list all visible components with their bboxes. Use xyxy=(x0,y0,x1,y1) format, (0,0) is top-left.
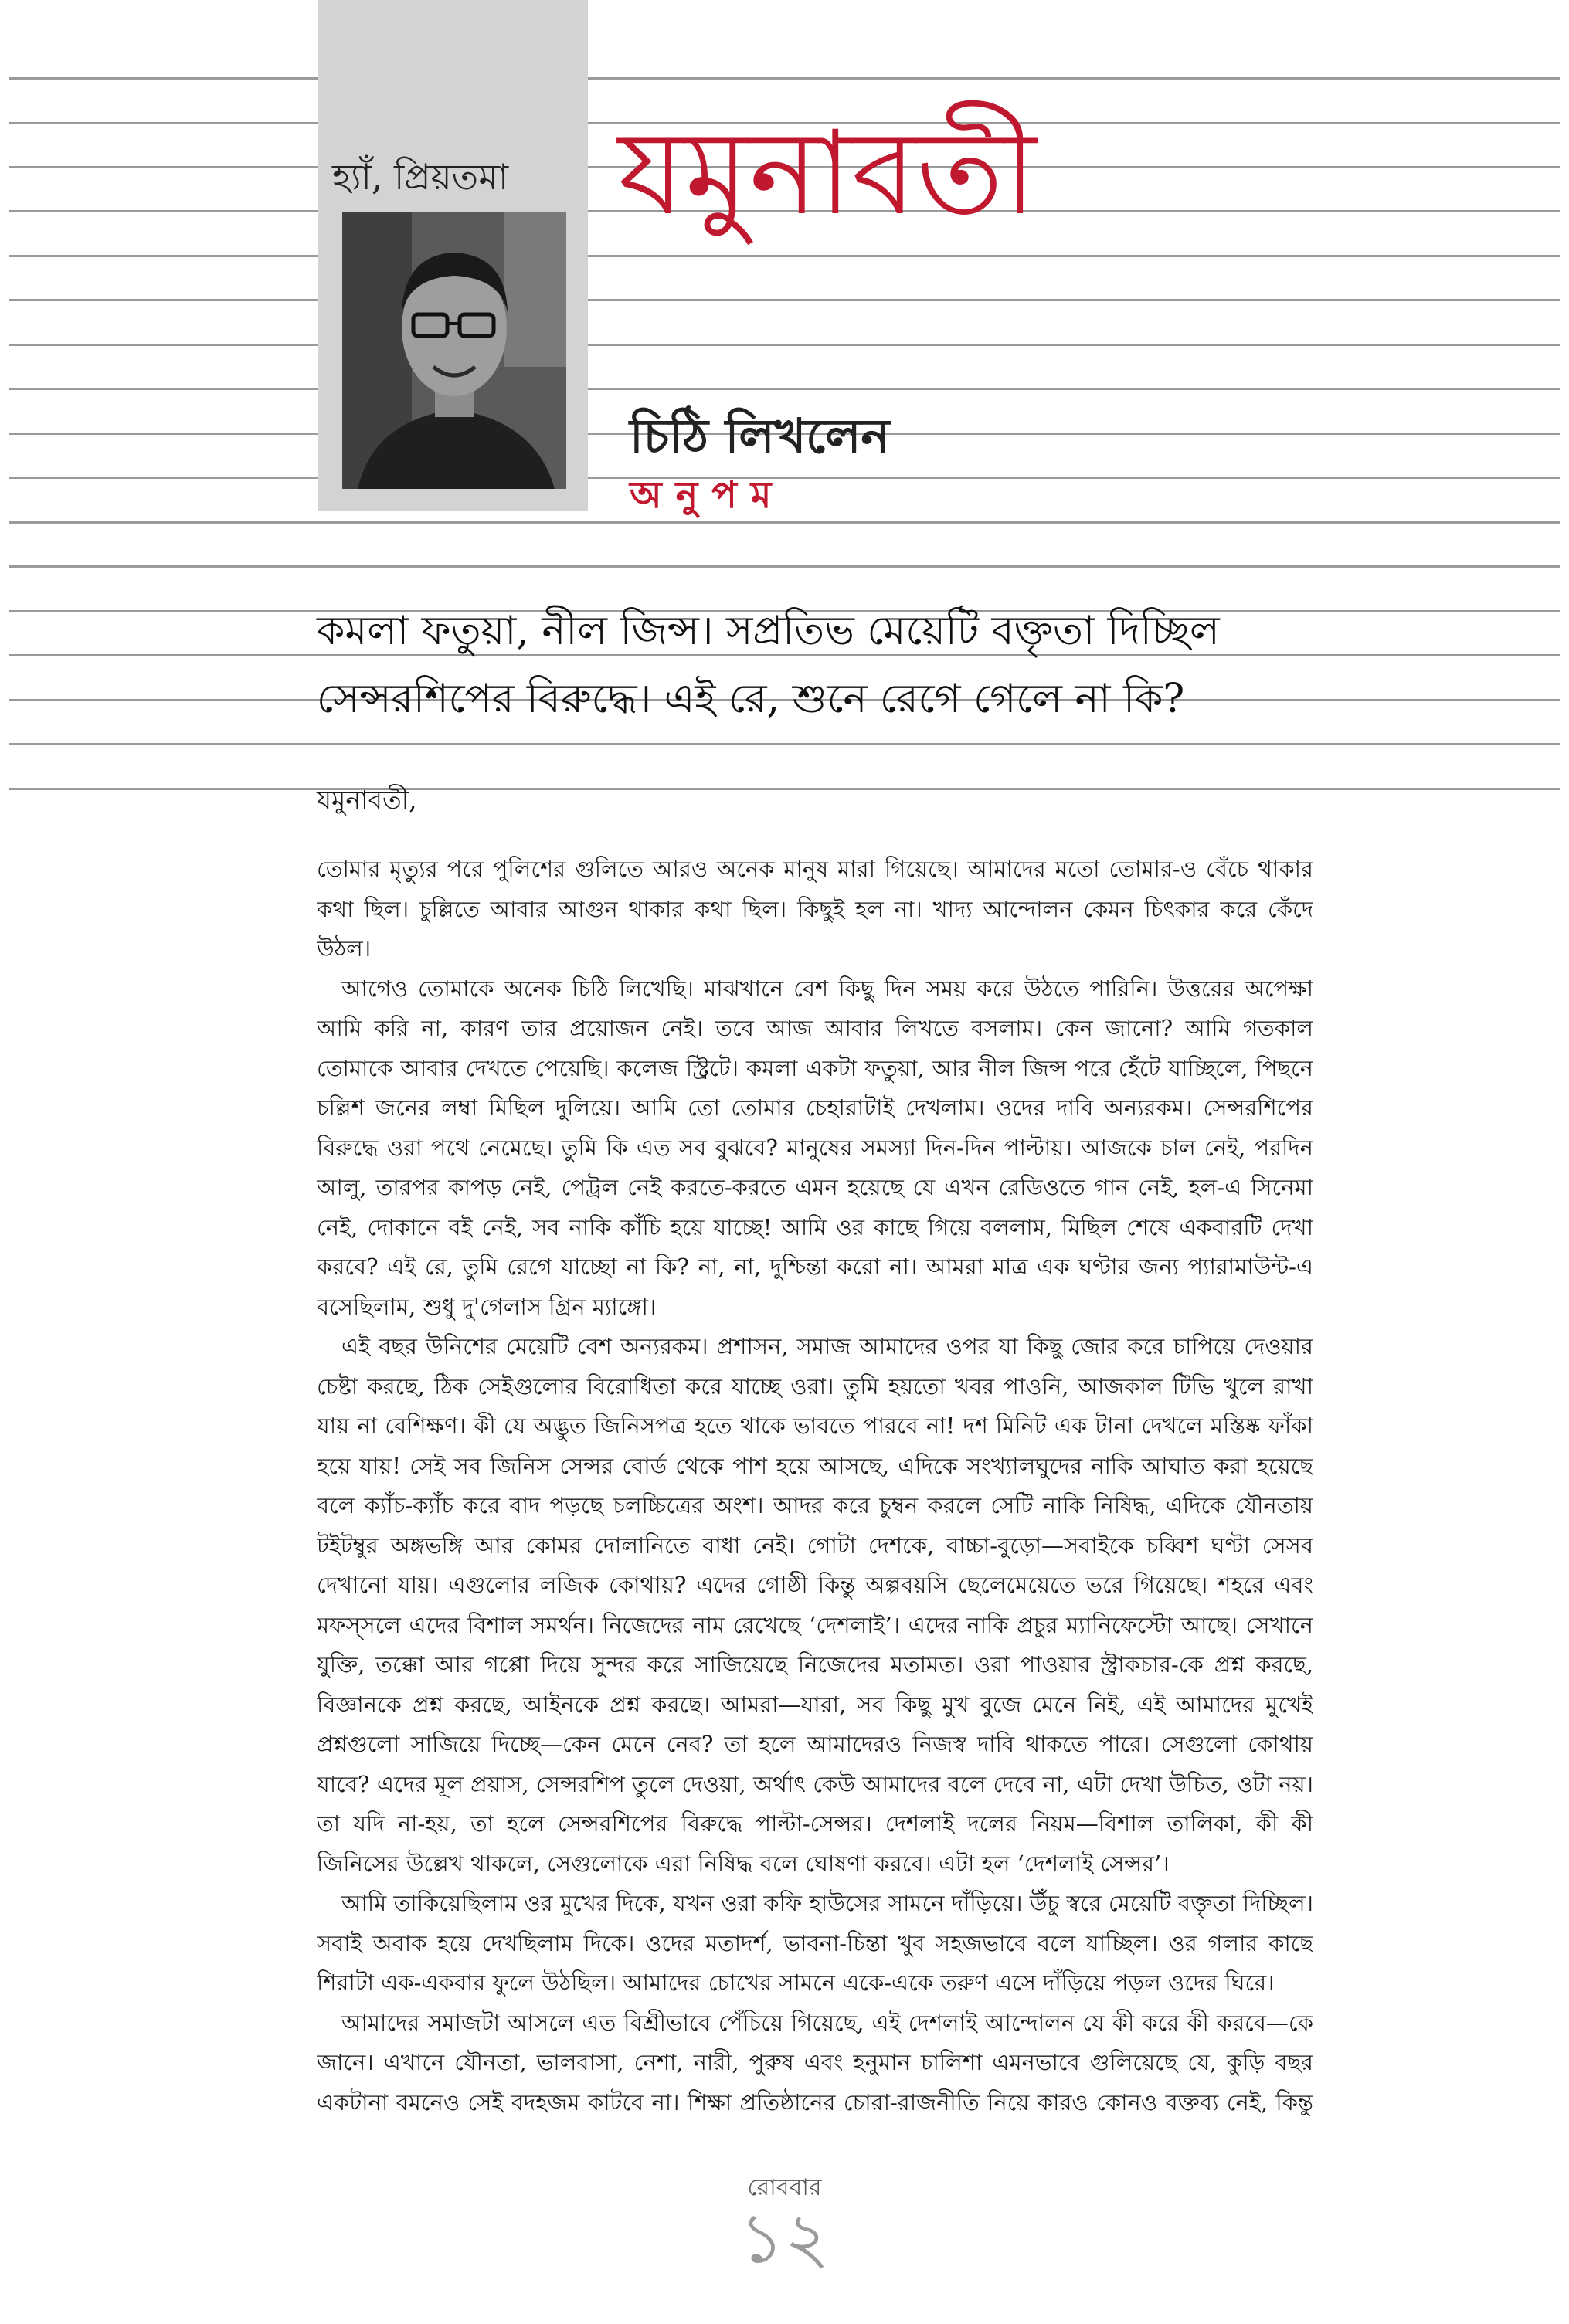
column-name: হ্যাঁ, প্রিয়তমা xyxy=(332,156,509,198)
letter-body xyxy=(317,850,1313,2116)
magazine-name: রোববার xyxy=(747,2174,822,2201)
byline-label: চিঠি লিখলেন xyxy=(630,408,890,464)
deck-line: সেন্সরশিপের বিরুদ্ধে। এই রে, শুনে রেগে গেলে না কি? xyxy=(317,676,1185,722)
body-paragraph: আগেও তোমাকে অনেক চিঠি লিখেছি। মাঝখানে বেশ কিছু দিন সময় করে উঠতে পারিনি। উত্তরের অপেক্ষা আমি করি না, কারণ তার প্রয়োজন নেই। তবে আজ আবার লিখতে বসলাম। কেন জানো? আমি গতকাল তোমাকে আবার দেখতে পেয়েছি। কলেজ স্ট্রিটে। কমলা একটা ফতুয়া, আর নীল জিন্স পরে হেঁটে যাচ্ছিলে, পিছনে চল্লিশ জনের লম্বা মিছিল দুলিয়ে। আমি তো তোমার চেহারাটাই দেখলাম। ওদের দাবি অন্যরকম। সেন্সরশিপের বিরুদ্ধে ওরা পথে নেমেছে। তুমি কি এত সব বুঝবে? মানুষের সমস্যা দিন-দিন পাল্টায়। আজকে চাল নেই, পরদিন আলু, তারপর কাপড় নেই, পেট্রল নেই করতে-করতে এমন হয়েছে যে এখন রেডিওতে গান নেই, হল-এ সিনেমা নেই, দোকানে বই নেই, সব নাকি কাঁচি হয়ে যাচ্ছে! আমি ওর কাছে গিয়ে বললাম, মিছিল শেষে একবারটি দেখা করবে? এই রে, তুমি রেগে যাচ্ছো না কি? না, না, দুশ্চিন্তা করো না। আমরা মাত্র এক ঘণ্টার জন্য প্যারামাউন্ট-এ বসেছিলাম, শুধু দু'গেলাস গ্রিন ম্যাঙ্গো। xyxy=(317,975,1313,1320)
body-paragraph: এই বছর উনিশের মেয়েটি বেশ অন্যরকম। প্রশাসন, সমাজ আমাদের ওপর যা কিছু জোর করে চাপিয়ে দেওয়ার চেষ্টা করছে, ঠিক সেইগুলোর বিরোধিতা করে যাচ্ছে ওরা। তুমি হয়তো খবর পাওনি, আজকাল টিভি খুলে রাখা যায় না বেশিক্ষণ। কী যে অদ্ভুত জিনিসপত্র হতে থাকে ভাবতে পারবে না! দশ মিনিট এক টানা দেখলে মস্তিষ্ক ফাঁকা হয়ে যায়! সেই সব জিনিস সেন্সর বোর্ড থেকে পাশ হয়ে আসছে, এদিকে সংখ্যালঘুদের নাকি আঘাত করা হয়েছে বলে ক্যাঁচ-ক্যাঁচ করে বাদ পড়ছে চলচ্চিত্রের অংশ। আদর করে চুম্বন করলে সেটি নাকি নিষিদ্ধ, এদিকে যৌনতায় টইটম্বুর অঙ্গভঙ্গি আর কোমর দোলানিতে বাধা নেই। গোটা দেশকে, বাচ্চা-বুড়ো—সবাইকে চব্বিশ ঘণ্টা সেসব দেখানো যায়। এগুলোর লজিক কোথায়? এদের গোষ্ঠী কিন্তু অল্পবয়সি ছেলেমেয়েতে ভরে গিয়েছে। শহরে এবং মফস্‌সলে এদের বিশাল সমর্থন। নিজেদের নাম রেখেছে ‘দেশলাই’। এদের নাকি প্রচুর ম্যানিফেস্টো আছে। সেখানে যুক্তি, তক্কো আর গপ্পো দিয়ে সুন্দর করে সাজিয়েছে নিজেদের মতামত। ওরা পাওয়ার স্ট্রাকচার-কে প্রশ্ন করছে, বিজ্ঞানকে প্রশ্ন করছে, আইনকে প্রশ্ন করছে। আমরা—যারা, সব কিছু মুখ বুজে মেনে নিই, এই আমাদের মুখেই প্রশ্নগুলো সাজিয়ে দিচ্ছে—কেন মেনে নেব? তা হলে আমাদেরও নিজস্ব দাবি থাকতে পারে। সেগুলো কোথায় যাবে? এদের মূল প্রয়াস, সেন্সরশিপ তুলে দেওয়া, অর্থাৎ কেউ আমাদের বলে দেবে না, এটা দেখা উচিত, ওটা নয়। তা যদি না-হয়, তা হলে সেন্সরশিপের বিরুদ্ধে পাল্টা-সেন্সর। দেশলাই দলের নিয়ম—বিশাল তালিকা, কী কী জিনিসের উল্লেখ থাকলে, সেগুলোকে এরা নিষিদ্ধ বলে ঘোষণা করবে। এটা হল ‘দেশলাই সেন্সর’। xyxy=(317,1333,1313,1877)
page-title: যমুনাবতী xyxy=(618,107,1037,241)
header-rule xyxy=(9,565,1560,568)
byline-author: অনুপম xyxy=(630,473,786,517)
header-rule xyxy=(9,77,1560,80)
header-rule xyxy=(9,388,1560,390)
page-number: ১২ xyxy=(739,2198,830,2279)
header-rule xyxy=(9,299,1560,301)
header-rule xyxy=(9,743,1560,745)
header-rule xyxy=(9,255,1560,257)
deck-line: কমলা ফতুয়া, নীল জিন্স। সপ্রতিভ মেয়েটি বক্তৃতা দিচ্ছিল xyxy=(317,608,1220,654)
header-rule xyxy=(9,344,1560,346)
salutation: যমুনাবতী, xyxy=(317,785,417,815)
body-paragraph: আমাদের সমাজটা আসলে এত বিশ্রীভাবে পেঁচিয়ে গিয়েছে, এই দেশলাই আন্দোলন যে কী করে কী করবে—কে জানে। এখানে যৌনতা, ভালবাসা, নেশা, নারী, পুরুষ এবং হনুমান চালিশা এমনভাবে গুলিয়েছে যে, কুড়ি বছর একটানা বমনেও সেই বদহজম কাটবে না। শিক্ষা প্রতিষ্ঠানের চোরা-রাজনীতি নিয়ে কারও কোনও বক্তব্য নেই, কিন্তু xyxy=(317,2009,1313,2115)
author-portrait-icon xyxy=(342,212,566,489)
deck xyxy=(317,597,1321,733)
body-paragraph: তোমার মৃত্যুর পরে পুলিশের গুলিতে আরও অনেক মানুষ মারা গিয়েছে। আমাদের মতো তোমার-ও বেঁচে থাকার কথা ছিল। চুল্লিতে আবার আগুন থাকার কথা ছিল। কিছুই হল না। খাদ্য আন্দোলন কেমন চিৎকার করে কেঁদে উঠল। xyxy=(317,856,1313,962)
header-rule xyxy=(9,788,1560,790)
author-portrait xyxy=(342,212,566,489)
body-paragraph: আমি তাকিয়েছিলাম ওর মুখের দিকে, যখন ওরা কফি হাউসের সামনে দাঁড়িয়ে। উঁচু স্বরে মেয়েটি বক্তৃতা দিচ্ছিল। সবাই অবাক হয়ে দেখছিলাম দিকে। ওদের মতাদর্শ, ভাবনা-চিন্তা খুব সহজভাবে বলে যাচ্ছিল। ওর গলার কাছে শিরাটা এক-একবার ফুলে উঠছিল। আমাদের চোখের সামনে একে-একে তরুণ এসে দাঁড়িয়ে পড়ল ওদের ঘিরে। xyxy=(317,1890,1313,1996)
